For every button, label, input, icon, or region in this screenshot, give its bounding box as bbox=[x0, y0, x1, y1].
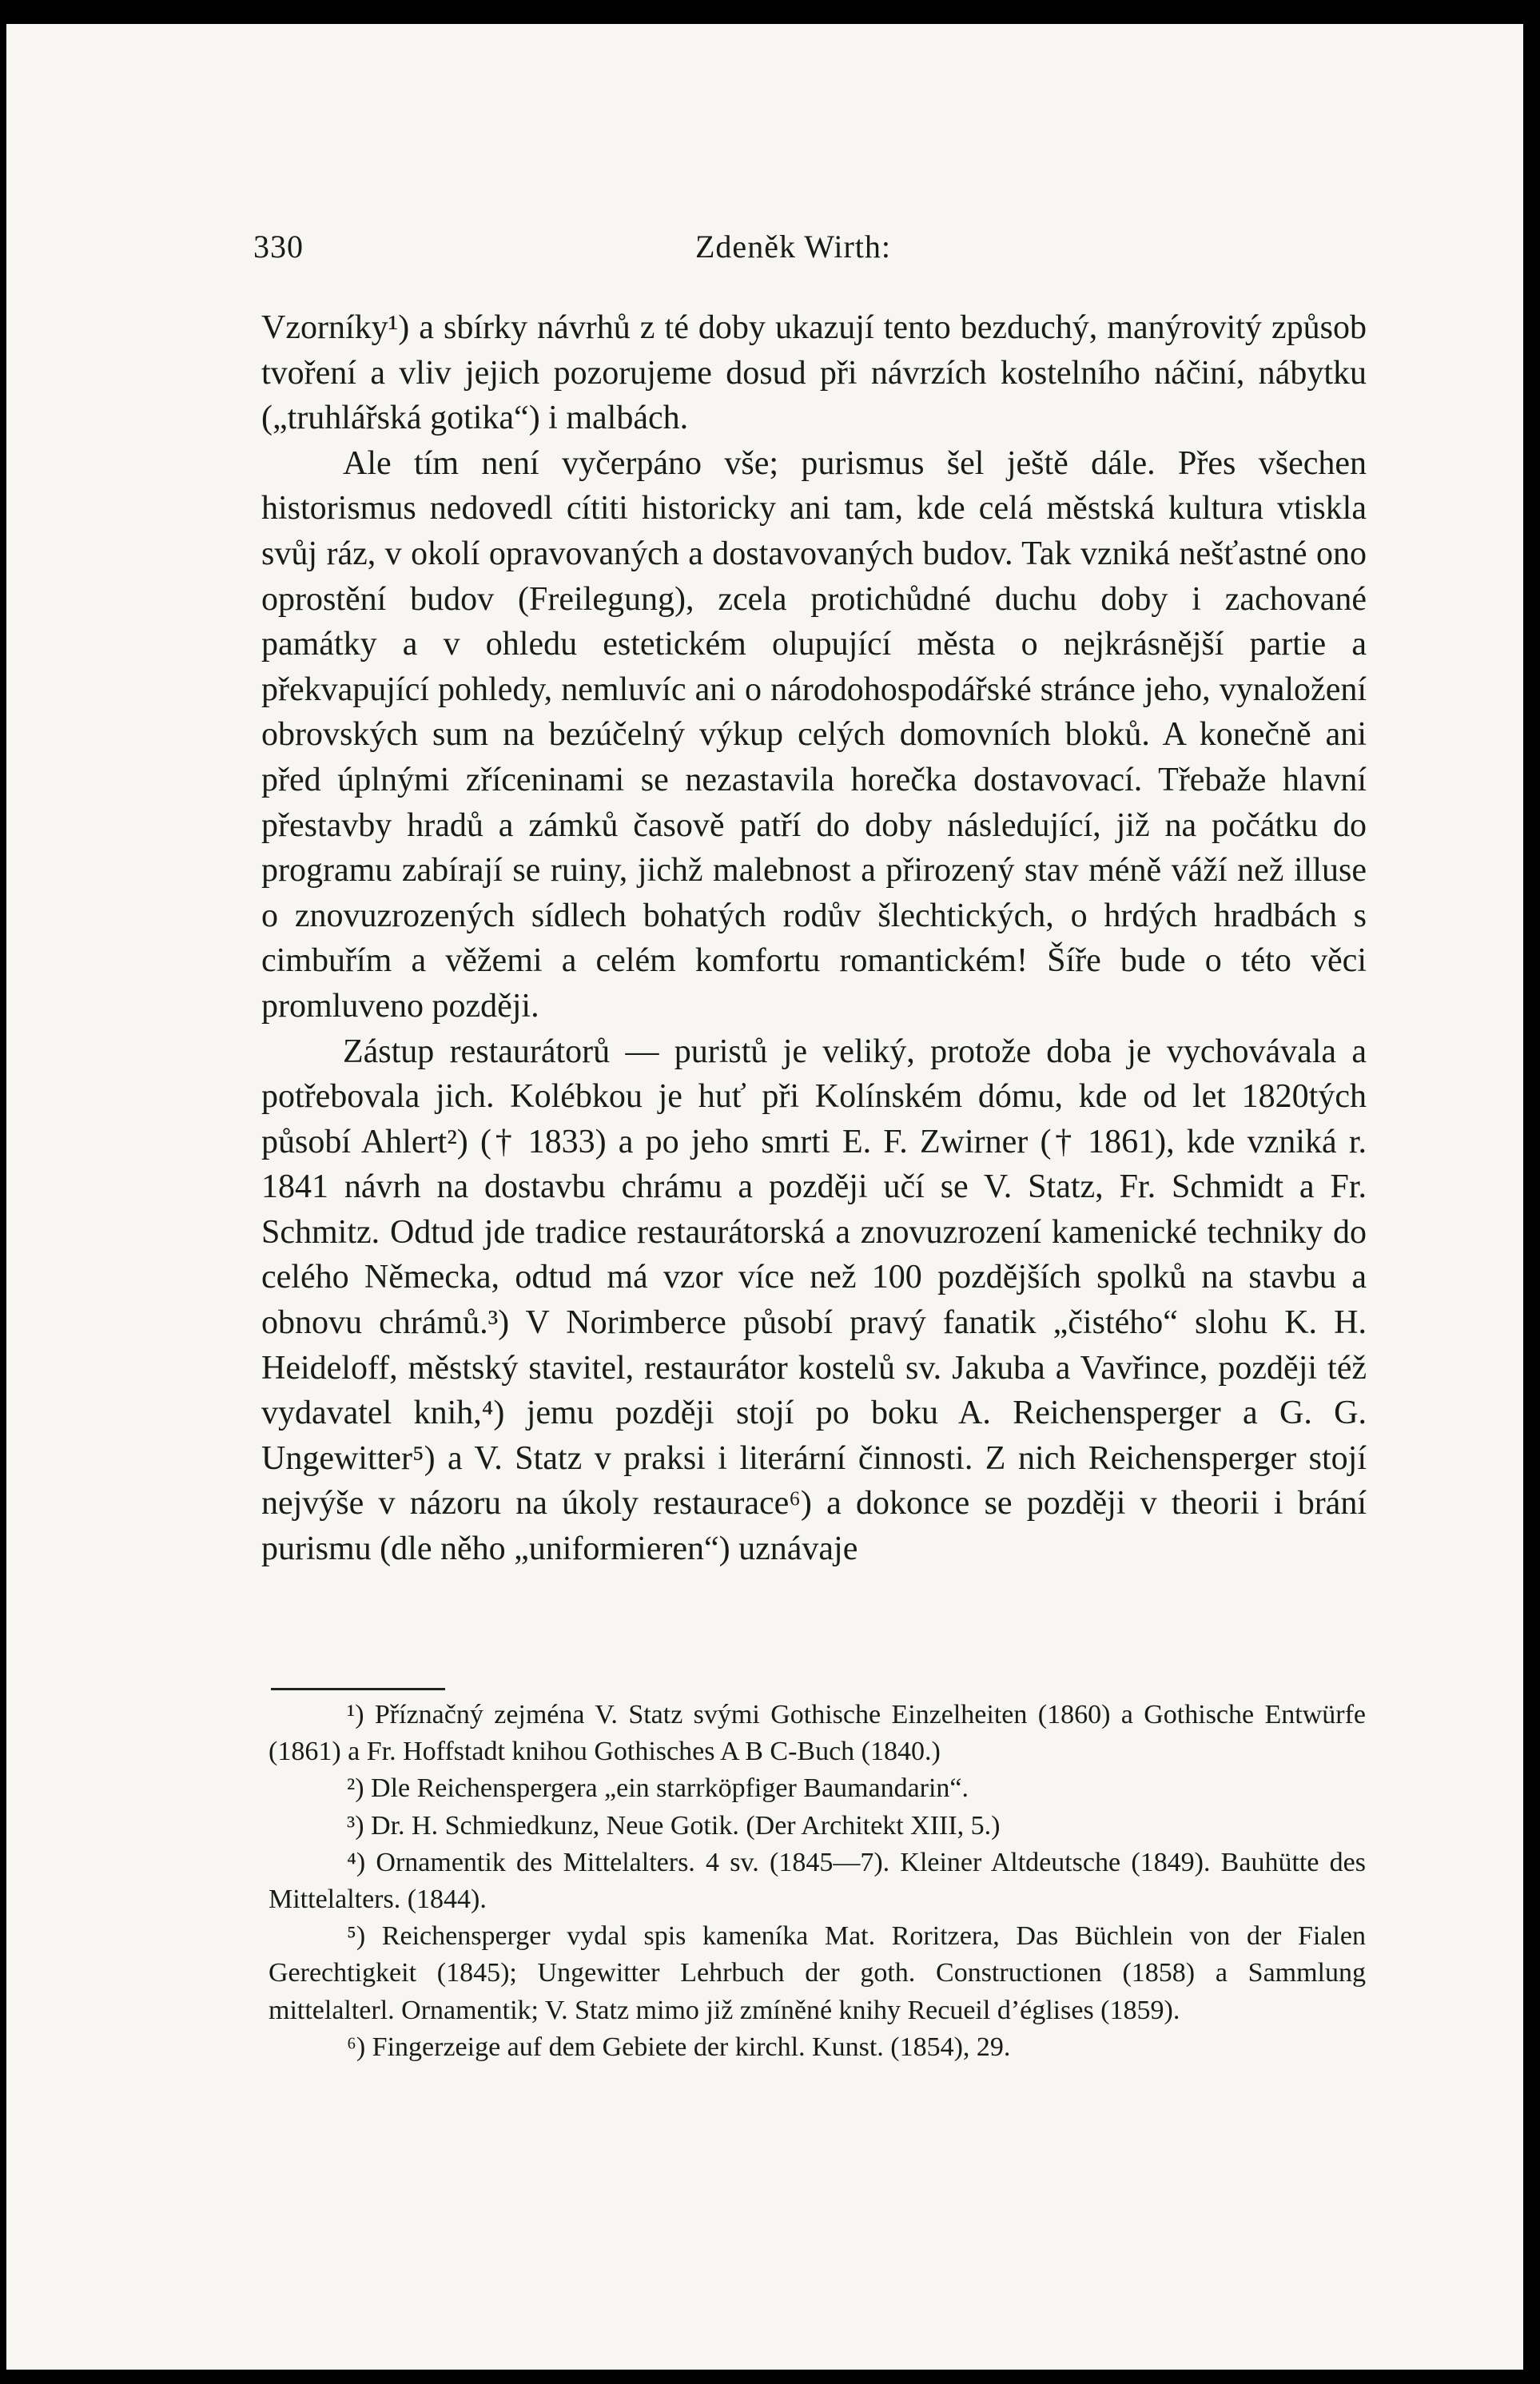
paragraph: Vzorníky¹) a sbírky návrhů z té doby ukazují tento bezduchý, manýrovitý způsob tvoření a vliv jejich pozorujeme dosud při návrzích kostelního náčiní, nábytku („truhlářská gotika“) i malbách. bbox=[261, 309, 1367, 437]
footnote: ³) Dr. H. Schmiedkunz, Neue Gotik. (Der Architekt XIII, 5.) bbox=[347, 1810, 1001, 1841]
running-head: Zdeněk Wirth: bbox=[695, 229, 892, 265]
body-text bbox=[261, 305, 1367, 1572]
book-page bbox=[6, 24, 1523, 2370]
page-number: 330 bbox=[253, 229, 304, 265]
paragraph: Ale tím není vyčerpáno vše; purismus šel ještě dále. Přes všechen historismus nedovedl cítiti historicky ani tam, kde celá městská kultura vtiskla svůj ráz, v okolí opravovaných a dostavovaných budov. Tak vzniká nešťastné ono oprostění budov (Freilegung), zcela protichůdné duchu doby i zachované památky a v ohledu estetickém olupující města o nejkrásnější partie a překvapující pohledy, nemluvíc ani o národohospodářské stránce jeho, vynaložení obrovských sum na bezúčelný výkup celých domovních bloků. A konečně ani před úplnými zříceninami se nezastavila horečka dostavovací. Třebaže hlavní přestavby hradů a zámků časově patří do doby následující, již na počátku do programu zabírají se ruiny, jichž malebnost a přirozený stav méně váží než illuse o znovuzrozených sídlech bohatých rodův šlechtických, o hrdých hradbách s cimbuřím a věžemi a celém komfortu romantickém! Šíře bude o této věci promluveno později. bbox=[261, 444, 1367, 1025]
footnote: ⁶) Fingerzeige auf dem Gebiete der kirchl. Kunst. (1854), 29. bbox=[347, 2032, 1011, 2062]
page-header bbox=[253, 228, 1372, 276]
footnote-divider bbox=[271, 1688, 445, 1690]
footnote: ⁵) Reichensperger vydal spis kameníka Mat. Roritzera, Das Büchlein von der Fialen Gerechtigkeit (1845); Ungewitter Lehrbuch der goth. Constructionen (1858) a Sammlung mittelalterl. Ornamentik; V. Statz mimo již zmíněné knihy Recueil d’églises (1859). bbox=[269, 1921, 1366, 2025]
footnote: ⁴) Ornamentik des Mittelalters. 4 sv. (1845—7). Kleiner Altdeutsche (1849). Bauhütte des Mittelalters. (1844). bbox=[269, 1847, 1366, 1915]
footnote: ¹) Příznačný zejména V. Statz svými Gothische Einzelheiten (1860) a Gothische Entwürfe (1861) a Fr. Hoffstadt knihou Gothisches A B C-Buch (1840.) bbox=[269, 1700, 1366, 1767]
footnote: ²) Dle Reichenspergera „ein starrköpfiger Baumandarin“. bbox=[347, 1773, 969, 1804]
footnotes bbox=[269, 1697, 1366, 2066]
paragraph: Zástup restaurátorů — puristů je veliký, protože doba je vychovávala a potřebovala jich. Kolébkou je huť při Kolínském dómu, kde od let 1820tých působí Ahlert²) († 1833) a po jeho smrti E. F. Zwirner († 1861), kde vzniká r. 1841 návrh na dostavbu chrámu a později učí se V. Statz, Fr. Schmidt a Fr. Schmitz. Odtud jde tradice restaurátorská a znovuzrození kamenické techniky do celého Německa, odtud má vzor více než 100 pozdějších spolků na stavbu a obnovu chrámů.³) V Norimberce působí pravý fanatik „čistého“ slohu K. H. Heideloff, městský stavitel, restaurátor kostelů sv. Jakuba a Vavřince, později též vydavatel knih,⁴) jemu později stojí po boku A. Reichensperger a G. G. Ungewitter⁵) a V. Statz v praksi i literární činnosti. Z nich Reichensperger stojí nejvýše v názoru na úkoly restaurace⁶) a dokonce se později v theorii i brání purismu (dle něho „uniformieren“) uznávaje bbox=[261, 1033, 1367, 1568]
